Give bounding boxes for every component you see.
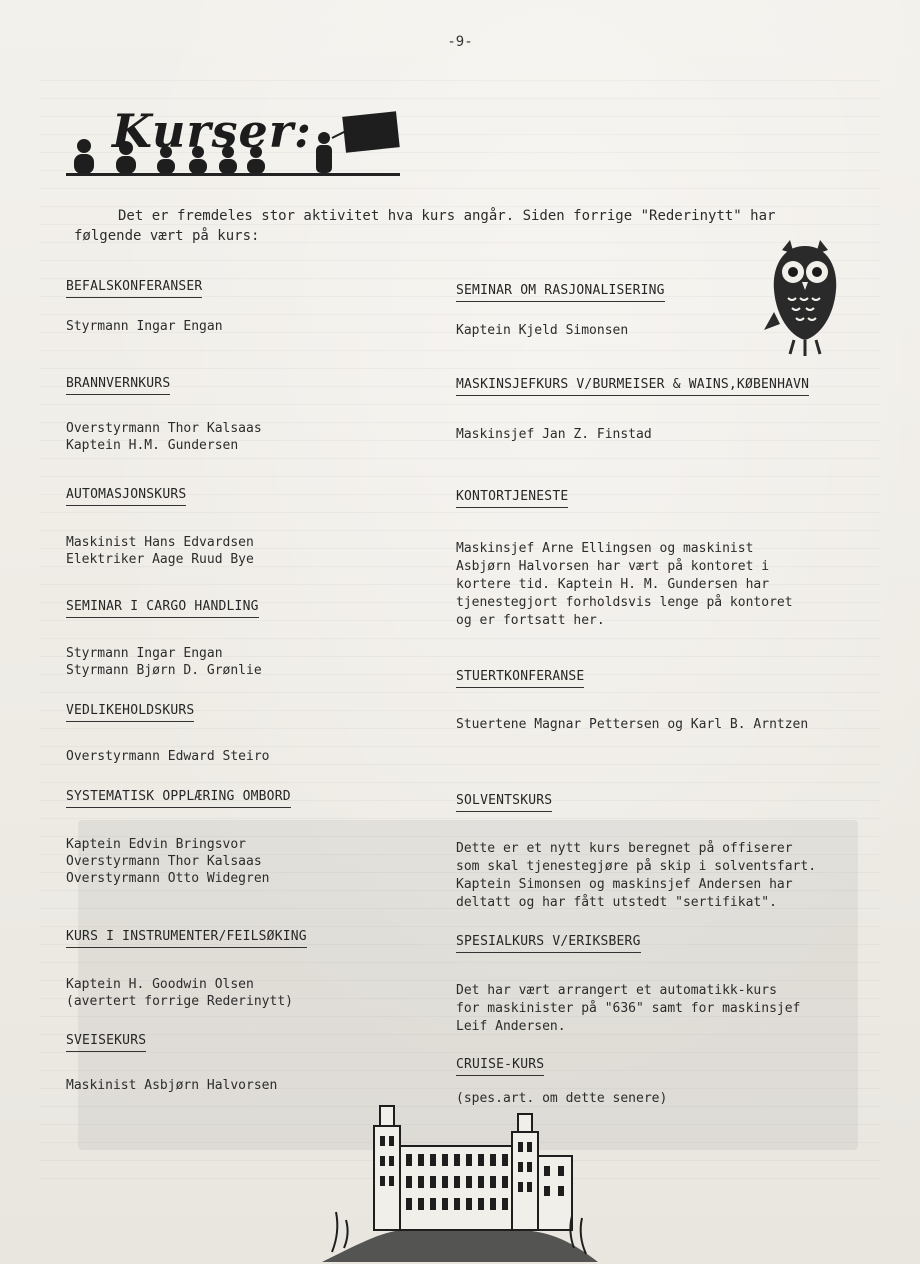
section-line: Stuertene Magnar Pettersen og Karl B. Arntzen — [456, 717, 809, 732]
section-line: Maskinist Hans Edvardsen — [66, 535, 254, 550]
section-line: Maskinist Asbjørn Halvorsen — [66, 1078, 278, 1093]
section-heading: KONTORTJENESTE — [456, 488, 568, 508]
section-line: deltatt og har fått utstedt "sertifikat". — [456, 895, 777, 910]
lecturer-blackboard-icon — [308, 108, 404, 176]
section-heading: STUERTKONFERANSE — [456, 668, 584, 688]
intro-line-1: Det er fremdeles stor aktivitet hva kurs angår. Siden forrige "Rederinytt" har — [118, 208, 776, 224]
section-heading: BEFALSKONFERANSER — [66, 278, 202, 298]
section-heading: BRANNVERNKURS — [66, 375, 170, 395]
section-line: Maskinsjef Arne Ellingsen og maskinist — [456, 541, 754, 556]
section-line: Kaptein Simonsen og maskinsjef Andersen har — [456, 877, 793, 892]
section-heading: SOLVENTSKURS — [456, 792, 552, 812]
section-line: (avertert forrige Rederinytt) — [66, 994, 293, 1009]
section-heading: SYSTEMATISK OPPLÆRING OMBORD — [66, 788, 291, 808]
section-line: Kaptein H. Goodwin Olsen — [66, 977, 254, 992]
section-heading: CRUISE-KURS — [456, 1056, 544, 1076]
section-line: Det har vært arrangert et automatikk-kurs — [456, 983, 777, 998]
intro-line-2: følgende vært på kurs: — [74, 228, 260, 244]
section-heading: KURS I INSTRUMENTER/FEILSØKING — [66, 928, 307, 948]
section-line: Overstyrmann Edward Steiro — [66, 749, 270, 764]
section-line: for maskinister på "636" samt for maskinsjef — [456, 1001, 801, 1016]
section-line: Dette er et nytt kurs beregnet på offiserer — [456, 841, 793, 856]
section-heading: VEDLIKEHOLDSKURS — [66, 702, 194, 722]
section-line: Styrmann Ingar Engan — [66, 646, 223, 661]
section-line: Styrmann Bjørn D. Grønlie — [66, 663, 262, 678]
section-line: Overstyrmann Otto Widegren — [66, 871, 270, 886]
section-line: Overstyrmann Thor Kalsaas — [66, 421, 262, 436]
section-line: Kaptein H.M. Gundersen — [66, 438, 239, 453]
section-line: som skal tjenestegjøre på skip i solventsfart. — [456, 859, 817, 874]
page-number: -9- — [447, 34, 473, 50]
section-heading: SVEISEKURS — [66, 1032, 146, 1052]
section-line: Kaptein Edvin Bringsvor — [66, 837, 247, 852]
section-heading: MASKINSJEFKURS V/BURMEISER & WAINS,KØBENHAVN — [456, 376, 809, 396]
section-line: tjenestegjort forholdsvis lenge på kontoret — [456, 595, 793, 610]
intro-paragraph — [74, 206, 864, 246]
owl-icon — [760, 238, 850, 358]
section-line: Elektriker Aage Ruud Bye — [66, 552, 254, 567]
section-heading: SEMINAR OM RASJONALISERING — [456, 282, 665, 302]
building-icon — [322, 1092, 598, 1262]
page-title: Kurser: — [112, 104, 313, 158]
section-line: Maskinsjef Jan Z. Finstad — [456, 427, 652, 442]
section-line: Overstyrmann Thor Kalsaas — [66, 854, 262, 869]
title-rule — [66, 173, 400, 176]
section-heading: AUTOMASJONSKURS — [66, 486, 186, 506]
section-heading: SPESIALKURS V/ERIKSBERG — [456, 933, 641, 953]
section-line: Leif Andersen. — [456, 1019, 566, 1034]
section-heading: SEMINAR I CARGO HANDLING — [66, 598, 259, 618]
section-line: Styrmann Ingar Engan — [66, 319, 223, 334]
section-line: Asbjørn Halvorsen har vært på kontoret i — [456, 559, 770, 574]
section-line: og er fortsatt her. — [456, 613, 605, 628]
section-line: kortere tid. Kaptein H. M. Gundersen har — [456, 577, 770, 592]
section-line: (spes.art. om dette senere) — [456, 1091, 668, 1106]
section-line: Kaptein Kjeld Simonsen — [456, 323, 629, 338]
